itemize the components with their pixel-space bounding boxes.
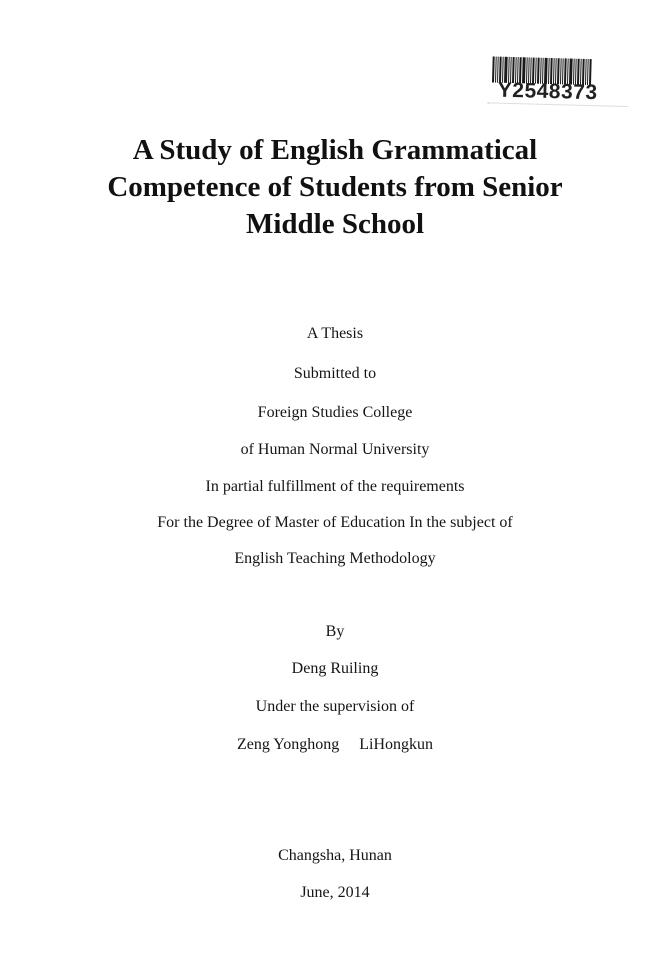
supervisor-names (0, 735, 670, 755)
title-line-2: Competence of Students from Senior (107, 171, 563, 203)
supervisor-2: LiHongkun (359, 736, 433, 753)
supervision-label: Under the supervision of (255, 698, 415, 715)
by-label: By (325, 623, 345, 640)
date: June, 2014 (300, 884, 370, 901)
supervisor-1: Zeng Yonghong (236, 736, 340, 753)
library-barcode (487, 56, 612, 111)
college-name: Foreign Studies College (257, 404, 413, 421)
fulfillment-statement: In partial fulfillment of the requirements (205, 478, 465, 495)
degree-statement: For the Degree of Master of Education In the subject of (157, 514, 513, 531)
author-name: Deng Ruiling (291, 660, 379, 677)
barcode-number: Y2548373 (497, 78, 598, 105)
title-line-1: A Study of English Grammatical (132, 134, 538, 166)
university-name: of Human Normal University (240, 441, 430, 458)
location: Changsha, Hunan (278, 847, 392, 864)
title-line-3: Middle School (245, 208, 425, 240)
subject-name: English Teaching Methodology (234, 550, 436, 567)
submitted-to-label: Submitted to (293, 365, 377, 382)
thesis-label: A Thesis (306, 325, 364, 342)
thesis-title (0, 132, 670, 243)
